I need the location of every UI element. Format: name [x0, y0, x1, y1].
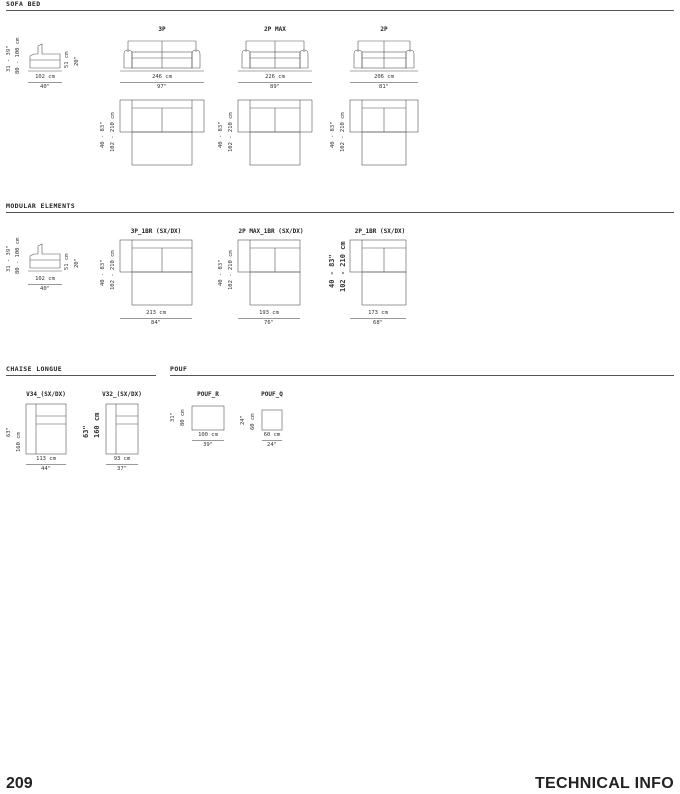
model-label-v34: V34_(SX/DX) — [26, 391, 66, 398]
dimension-line — [238, 318, 300, 319]
pouf-width-in-q: 24" — [267, 442, 277, 448]
side-seat-in: 20" — [74, 56, 80, 66]
chaise-width-in-v34: 44" — [41, 466, 51, 472]
open-depth-in-2p-max-1br: 40 - 83" — [218, 259, 224, 286]
sofa-2p-max-open-bed-diagram — [238, 100, 312, 166]
dimension-line — [238, 82, 312, 83]
dimension-line — [192, 440, 224, 441]
pouf-width-in-r: 39" — [203, 442, 213, 448]
chaise-depth-in-v32: 63" — [82, 425, 90, 438]
pouf-depth-in-r: 31" — [170, 412, 176, 422]
side-height-in: 31 - 39" — [6, 245, 12, 272]
chaise-depth-cm-v34: 160 cm — [16, 432, 22, 452]
side-seat-in: 20" — [74, 258, 80, 268]
side-height-cm: 80 - 100 cm — [15, 37, 21, 74]
side-height-cm: 80 - 100 cm — [15, 237, 21, 274]
model-label-2p-1br: 2P_1BR (SX/DX) — [354, 228, 406, 235]
side-height-in: 31 - 39" — [6, 45, 12, 72]
open-depth-cm-2p-max: 102 - 210 cm — [228, 112, 234, 152]
dimension-line — [26, 464, 66, 465]
model-label-2p: 2P — [380, 26, 388, 33]
pouf-width-cm-q: 60 cm — [263, 432, 281, 438]
pouf-depth-cm-q: 60 cm — [250, 413, 256, 430]
open-depth-in-2p-1br: 40 - 83" — [328, 254, 336, 288]
pouf-depth-cm-r: 80 cm — [180, 409, 186, 426]
chaise-depth-cm-v32: 160 cm — [93, 412, 101, 438]
model-label-v32: V32_(SX/DX) — [102, 391, 142, 398]
open-depth-cm-2p-max-1br: 102 - 210 cm — [228, 250, 234, 290]
sofa-3p-front-diagram — [120, 38, 204, 72]
open-depth-cm-2p: 102 - 210 cm — [340, 112, 346, 152]
dimension-line — [28, 82, 62, 83]
modular-side-view-diagram — [28, 238, 62, 272]
width-cm-3p: 246 cm — [152, 74, 172, 80]
model-label-2p-max: 2P MAX — [264, 26, 286, 33]
open-depth-cm-2p-1br: 102 - 210 cm — [339, 241, 347, 292]
chaise-v34-diagram — [26, 404, 66, 454]
chaise-v32-diagram — [106, 404, 138, 454]
section-divider — [6, 375, 156, 376]
width-cm-2p-1br: 173 cm — [368, 310, 388, 316]
open-depth-in-3p: 40 - 83" — [100, 121, 106, 148]
pouf-width-cm-r: 100 cm — [198, 432, 218, 438]
width-cm-3p-1br: 213 cm — [146, 310, 166, 316]
width-in-2p-1br: 68" — [373, 320, 383, 326]
dimension-line — [262, 440, 282, 441]
side-seat-cm: 51 cm — [64, 253, 70, 270]
open-depth-cm-3p-1br: 102 - 210 cm — [110, 250, 116, 290]
width-in-2p-max: 89" — [270, 84, 280, 90]
pouf-depth-in-q: 24" — [240, 415, 246, 425]
dimension-line — [106, 464, 138, 465]
model-label-2p-max-1br: 2P MAX_1BR (SX/DX) — [238, 228, 304, 235]
model-label-pouf-q: POUF_Q — [261, 391, 283, 398]
sofa-2p-front-diagram — [350, 38, 418, 72]
model-label-pouf-r: POUF_R — [197, 391, 219, 398]
width-in-3p-1br: 84" — [151, 320, 161, 326]
open-depth-in-3p-1br: 40 - 83" — [100, 259, 106, 286]
section-title-pouf: POUF — [170, 365, 188, 373]
pouf-q-diagram — [262, 410, 282, 430]
open-depth-cm-3p: 102 - 210 cm — [110, 112, 116, 152]
section-divider — [6, 10, 674, 11]
modular-3p-1br-diagram — [120, 240, 192, 306]
width-in-2p: 81" — [379, 84, 389, 90]
sofa-2p-open-bed-diagram — [350, 100, 418, 166]
dimension-line — [350, 318, 406, 319]
chaise-depth-in-v34: 63" — [6, 427, 12, 437]
dimension-line — [120, 318, 192, 319]
model-label-3p: 3P — [158, 26, 166, 33]
dimension-line — [120, 82, 204, 83]
chaise-width-cm-v34: 113 cm — [36, 456, 56, 462]
page-number: 209 — [6, 775, 33, 792]
model-label-3p-1br: 3P_1BR (SX/DX) — [130, 228, 182, 235]
section-divider — [170, 375, 674, 376]
width-cm-2p: 206 cm — [374, 74, 394, 80]
open-depth-in-2p-max: 40 - 83" — [218, 121, 224, 148]
sofa-2p-max-front-diagram — [238, 38, 312, 72]
dimension-line — [28, 284, 62, 285]
side-seat-cm: 51 cm — [64, 51, 70, 68]
pouf-r-diagram — [192, 406, 224, 430]
section-title-chaise: CHAISE LONGUE — [6, 365, 63, 373]
section-title-sofa-bed: SOFA BED — [6, 0, 41, 8]
width-in-2p-max-1br: 76" — [264, 320, 274, 326]
modular-2p-1br-diagram — [350, 240, 406, 306]
modular-2p-max-1br-diagram — [238, 240, 300, 306]
width-in-3p: 97" — [157, 84, 167, 90]
section-divider — [6, 212, 674, 213]
sofa-3p-open-bed-diagram — [120, 100, 204, 166]
dimension-line — [350, 82, 418, 83]
footer-title: TECHNICAL INFO — [534, 775, 674, 792]
sofa-side-view-diagram — [28, 38, 62, 72]
chaise-width-in-v32: 37" — [117, 466, 127, 472]
width-cm-2p-max: 226 cm — [265, 74, 285, 80]
side-depth-cm: 102 cm — [35, 276, 55, 282]
open-depth-in-2p: 40 - 83" — [330, 121, 336, 148]
chaise-width-cm-v32: 93 cm — [113, 456, 131, 462]
section-title-modular: MODULAR ELEMENTS — [6, 202, 76, 210]
width-cm-2p-max-1br: 193 cm — [259, 310, 279, 316]
side-depth-in: 40" — [40, 286, 50, 292]
side-depth-in: 40" — [40, 84, 50, 90]
side-depth-cm: 102 cm — [35, 74, 55, 80]
